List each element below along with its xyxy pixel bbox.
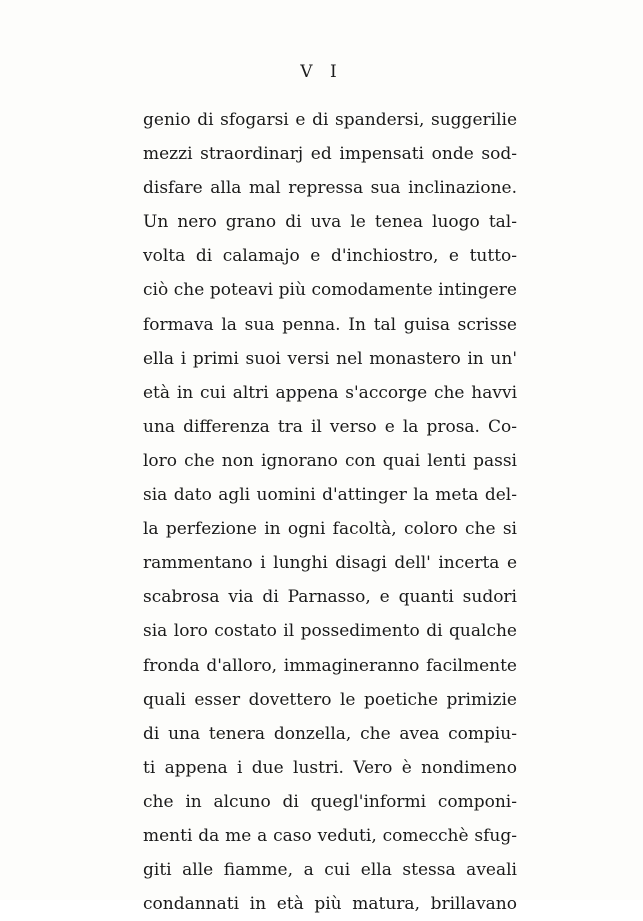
text-line: quali esser dovettero le poetiche primizie	[143, 689, 517, 710]
text-line: scabrosa via di Parnasso, e quanti sudori	[143, 587, 517, 608]
text-line: formava la sua penna. In tal guisa scrisse	[143, 314, 517, 335]
page-number: V I	[300, 62, 343, 82]
text-line: una differenza tra il verso e la prosa. Co-	[143, 416, 517, 437]
text-line: rammentano i lunghi disagi dell' incerta e	[143, 553, 517, 574]
text-line: genio di sfogarsi e di spandersi, suggerilie	[143, 110, 517, 130]
text-line: che in alcuno di quegl'informi componi-	[143, 791, 517, 812]
text-line: menti da me a caso veduti, comecchè sfug-	[143, 825, 517, 846]
text-line: fronda d'alloro, immagineranno facilmente	[143, 655, 517, 676]
text-line: disfare alla mal repressa sua inclinazione.	[143, 178, 517, 199]
text-line: Un nero grano di uva le tenea luogo tal-	[143, 212, 517, 233]
text-line: sia dato agli uomini d'attinger la meta del-	[143, 485, 517, 506]
text-line: ti appena i due lustri. Vero è nondimeno	[143, 757, 517, 778]
text-line: mezzi straordinarj ed impensati onde sod-	[143, 144, 517, 165]
text-line: volta di calamajo e d'inchiostro, e tutto-	[143, 246, 517, 267]
text-line: di una tenera donzella, che avea compiu-	[143, 723, 517, 744]
text-line: ciò che poteavi più comodamente intingere	[143, 280, 517, 301]
text-line: età in cui altri appena s'accorge che havvi	[143, 382, 517, 403]
text-line: la perfezione in ogni facoltà, coloro che si	[143, 519, 517, 540]
text-line: loro che non ignorano con quai lenti passi	[143, 450, 517, 471]
text-line: sia loro costato il possedimento di qualche	[143, 621, 517, 642]
text-line: ella i primi suoi versi nel monastero in un'	[143, 348, 517, 369]
text-line: giti alle fiamme, a cui ella stessa aveali	[143, 860, 517, 881]
body-text	[143, 103, 517, 921]
text-line: condannati in età più matura, brillavano	[143, 894, 517, 915]
